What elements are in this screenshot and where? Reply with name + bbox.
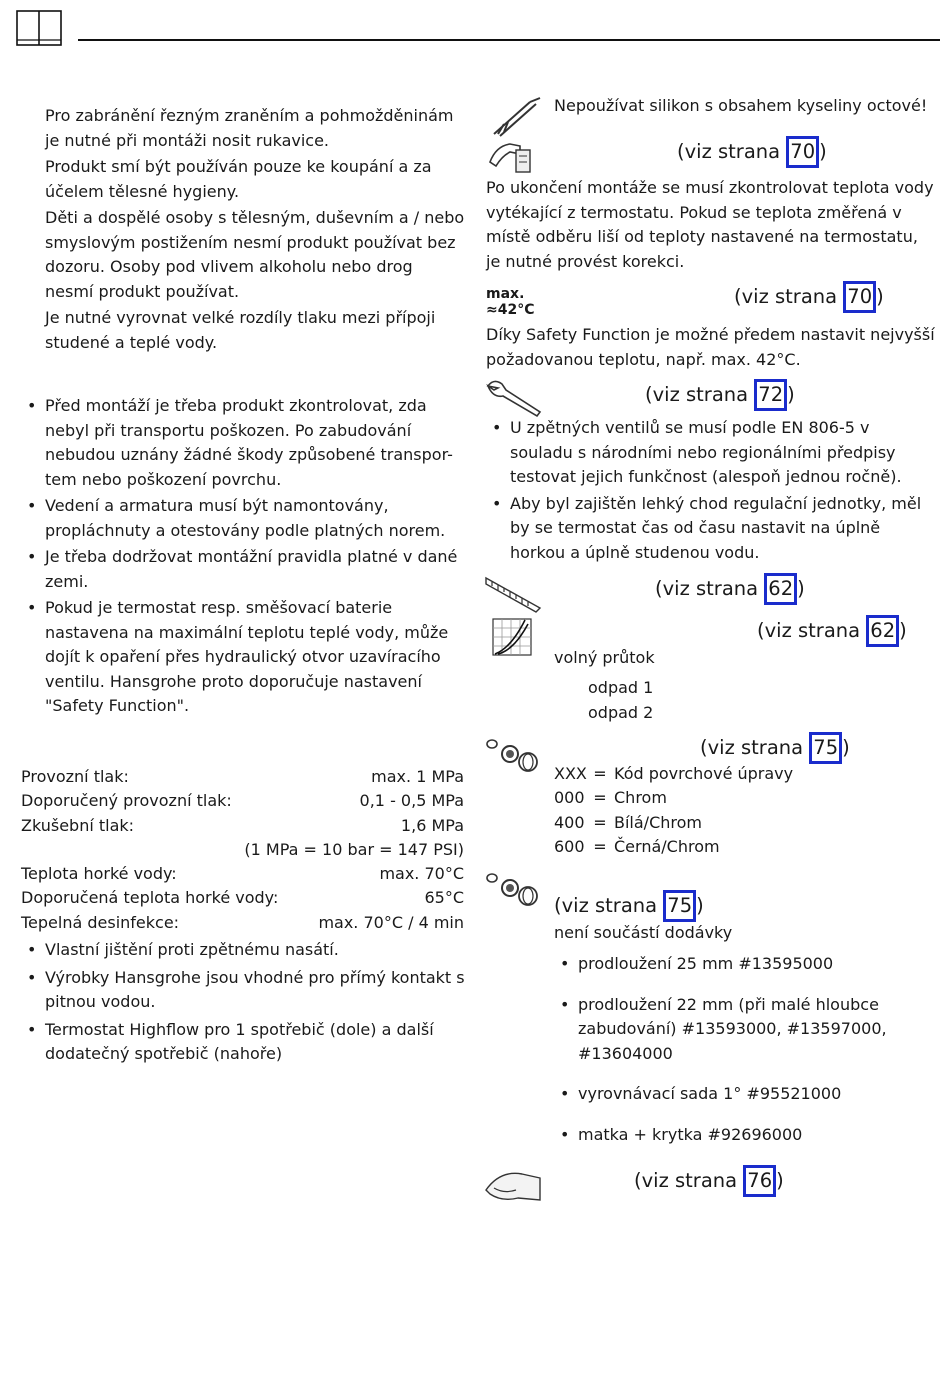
page-reference[interactable]: (viz strana 75 ) [554, 890, 704, 922]
page-reference[interactable]: (viz strana 76 ) [634, 1165, 784, 1197]
flow-label: volný průtok [554, 648, 655, 667]
list-item: • prodloužení 22 mm (při malé hloubce zabudování) #13593000, #13597000, #13604000 [560, 994, 887, 1063]
safety-function-text: Díky Safety Function je možné předem nastavit nejvyšší požadovanou teplotu, např. max. 42°C. [486, 325, 935, 369]
temperature-check-text: Po ukončení montáže se musí zkontrolovat teplota vody vytékající z termostatu. Pokud se teplota změřená v místě odběru liší od teploty nastavené na termostatu, je nutné provést korekci. [486, 178, 934, 271]
spec-notes [21, 938, 465, 1067]
list-item: • vyrovnávací sada 1° #95521000 [560, 1084, 842, 1103]
list-item: • Je třeba dodržovat montážní pravidla platné v dané zemi. [27, 547, 458, 591]
page-reference[interactable]: (viz strana 72 ) [645, 379, 795, 411]
list-item: • Aby byl zajištěn lehký chod regulační jednotky, měl by se termostat čas od času nastavit na úplně horkou a úplně studenou vodu. [492, 493, 922, 562]
cleaning-hand-icon [484, 1166, 544, 1210]
trim-parts-icon [484, 736, 544, 780]
list-item: • prodloužení 25 mm #13595000 [560, 954, 834, 973]
spec-row: Provozní tlak: max. 1 MPa [21, 767, 464, 786]
accessory-list [554, 952, 934, 1147]
thermometer-check-icon [486, 136, 534, 180]
dimensions-ruler-icon [484, 574, 542, 618]
list-item: • Vedení a armatura musí být namontovány, propláchnuty a otestovány podle platných norem. [27, 496, 446, 540]
finish-code-row: XXX = Kód povrchové úpravy [554, 764, 794, 783]
accessory-parts-icon [484, 870, 544, 914]
installation-notes [21, 394, 465, 719]
flow-diagram-icon [492, 618, 534, 662]
technical-specs [21, 765, 464, 935]
page-reference[interactable]: (viz strana 70 ) [677, 136, 827, 168]
page-reference[interactable]: (viz strana 62 ) [655, 573, 805, 605]
page-reference[interactable]: (viz strana 75 ) [700, 732, 850, 764]
maintenance-notes [486, 416, 932, 565]
outlet-label: odpad 1 [588, 678, 654, 697]
outlet-label: odpad 2 [588, 703, 654, 722]
header-rule [78, 39, 940, 41]
spec-row: (1 MPa = 10 bar = 147 PSI) [244, 839, 464, 859]
page-reference[interactable]: (viz strana 70 ) [734, 281, 884, 313]
spec-row: Teplota horké vody: max. 70°C [21, 864, 464, 884]
silicone-warning: Nepoužívat silikon s obsahem kyseliny octové! [554, 96, 928, 115]
spec-row: Zkušební tlak: 1,6 MPa [21, 815, 464, 835]
safety-paragraph: Produkt smí být používán pouze ke koupání a za účelem tělesné hygieny. [45, 157, 432, 201]
safety-paragraph: Děti a dospělé osoby s tělesným, duševním a / nebo smyslovým postižením nesmí produkt používat bez dozoru. Osoby pod vlivem alkoholu nebo drog nesmí produkt používat. [45, 208, 465, 301]
finish-codes [554, 762, 793, 859]
list-item: • Pokud je termostat resp. směšovací baterie nastavena na maximální teplotu teplé vody, může dojít k opaření přes hydraulický otvor uzavíracího ventilu. Hansgrohe proto doporučuje nastavení "Safety Function". [27, 598, 449, 715]
not-included-label: není součástí dodávky [554, 923, 733, 942]
finish-code-row: 400 = Bílá/Chrom [554, 812, 702, 832]
finish-code-row: 600 = Černá/Chrom [554, 836, 720, 856]
max-temp-symbol: max. ≈42°C [486, 286, 535, 318]
page-reference[interactable]: (viz strana 62 ) [757, 615, 907, 647]
safety-notes [45, 104, 465, 355]
safety-paragraph: Je nutné vyrovnat velké rozdíly tlaku mezi přípoji studené a teplé vody. [45, 308, 436, 352]
spec-row: Doporučený provozní tlak: 0,1 - 0,5 MPa [21, 791, 464, 811]
list-item: • matka + krytka #92696000 [560, 1124, 803, 1144]
list-item: • U zpětných ventilů se musí podle EN 806-5 v souladu s národními nebo regionálními předpisy testovat jejich funkčnost (alespoň jednou ročně). [492, 418, 902, 486]
finish-code-row: 000 = Chrom [554, 788, 667, 808]
spec-row: Tepelná desinfekce: max. 70°C / 4 min [21, 912, 464, 932]
list-item: • Vlastní jištění proti zpětnému nasátí. [27, 940, 339, 959]
manual-book-icon [16, 10, 62, 46]
spec-row: Doporučená teplota horké vody: 65°C [21, 888, 464, 908]
list-item: • Před montáží je třeba produkt zkontrolovat, zda nebyl při transportu poškozen. Po zabudování nebudou uznány žádné škody způsobené transpor-tem nebo poškození povrchu. [27, 396, 453, 489]
safety-paragraph: Pro zabránění řezným zraněním a pohmožděninám je nutné při montáži nosit rukavice. [45, 106, 454, 150]
list-item: • Termostat Highflow pro 1 spotřebič (dole) a další dodatečný spotřebič (nahoře) [27, 1019, 434, 1063]
list-item: • Výrobky Hansgrohe jsou vhodné pro přímý kontakt s pitnou vodou. [27, 967, 465, 1011]
